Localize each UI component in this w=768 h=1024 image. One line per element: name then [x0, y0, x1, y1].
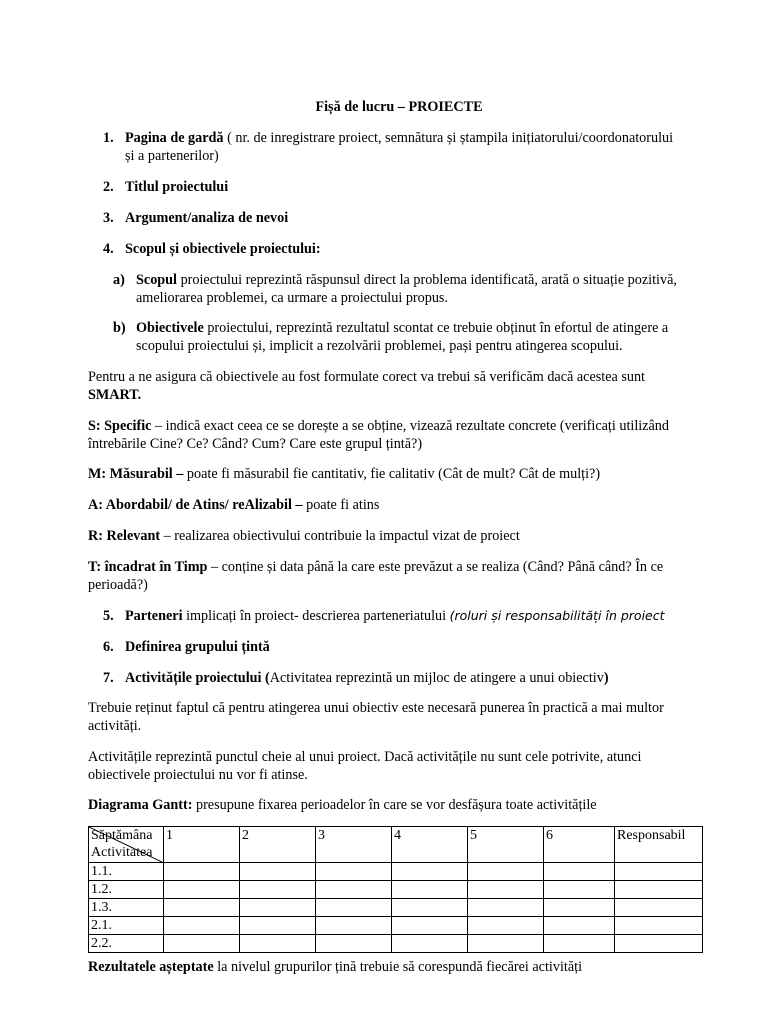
- smart-term: T: încadrat în Timp: [88, 559, 208, 575]
- week-header: 3: [316, 827, 392, 863]
- week-cell: [468, 917, 544, 935]
- week-cell: [164, 899, 240, 917]
- corner-bottom-label: Activitatea: [91, 845, 153, 860]
- week-cell: [468, 935, 544, 953]
- item-number: 6.: [103, 639, 114, 655]
- smart-achievable: [88, 496, 379, 514]
- item-heading: Parteneri: [125, 608, 183, 624]
- table-header-row: [89, 827, 703, 863]
- responsible-cell: [615, 881, 703, 899]
- list-item-5: [125, 607, 665, 625]
- sub-item-a: [136, 271, 677, 289]
- week-cell: [316, 899, 392, 917]
- activity-cell: 1.2.: [89, 881, 164, 899]
- responsible-cell: [615, 863, 703, 881]
- list-item-6: Definirea grupului țintă: [125, 639, 270, 655]
- week-cell: [240, 863, 316, 881]
- week-header: 6: [544, 827, 615, 863]
- table-row: [89, 917, 703, 935]
- list-item-2: Titlul proiectului: [125, 179, 229, 195]
- week-cell: [240, 881, 316, 899]
- activity-cell: 1.3.: [89, 899, 164, 917]
- week-cell: [544, 899, 615, 917]
- sub-item-b-line2: scopului proiectului și, implicit a rezolvării problemei, pași pentru atingerea scopului.: [136, 338, 623, 354]
- paragraph-1: Trebuie reținut faptul că pentru atingerea unui obiectiv este necesară punerea în practică a mai multor: [88, 700, 664, 716]
- smart-description: – indică exact ceea ce se dorește a se obține, vizează rezultate concrete (verificați utilizând: [151, 418, 669, 434]
- gantt-table: [88, 826, 703, 953]
- smart-timebound-line2: perioadă?): [88, 577, 148, 593]
- list-item-1-line2: și a partenerilor): [125, 148, 219, 164]
- smart-intro: Pentru a ne asigura că obiectivele au fost formulate corect va trebui să verificăm dacă acestea sunt: [88, 369, 645, 385]
- week-cell: [544, 935, 615, 953]
- week-cell: [544, 863, 615, 881]
- list-item-1-text: [125, 129, 673, 147]
- week-cell: [240, 917, 316, 935]
- week-cell: [164, 917, 240, 935]
- item-number: 7.: [103, 670, 114, 686]
- corner-top-label: Săptămâna: [91, 828, 153, 843]
- item-number: 2.: [103, 179, 114, 195]
- week-cell: [392, 899, 468, 917]
- item-number: 4.: [103, 241, 114, 257]
- sub-item-text: proiectului reprezintă răspunsul direct la problema identificată, arată o situație pozitivă,: [177, 272, 677, 288]
- paragraph-1-line2: activități.: [88, 718, 142, 734]
- week-header: 4: [392, 827, 468, 863]
- week-cell: [164, 935, 240, 953]
- smart-relevant: [88, 527, 520, 545]
- week-cell: [164, 881, 240, 899]
- week-cell: [316, 935, 392, 953]
- smart-description: poate fi măsurabil fie cantitativ, fie calitativ (Cât de mult? Cât de mulți?): [183, 466, 601, 482]
- smart-timebound: [88, 558, 663, 576]
- week-cell: [544, 881, 615, 899]
- activity-cell: 2.2.: [89, 935, 164, 953]
- week-cell: [544, 917, 615, 935]
- sub-item-heading: Scopul: [136, 272, 178, 288]
- responsible-cell: [615, 899, 703, 917]
- smart-description: – realizarea obiectivului contribuie la impactul vizat de proiect: [160, 528, 520, 544]
- smart-term: R: Relevant: [88, 528, 161, 544]
- table-row: [89, 899, 703, 917]
- smart-label: SMART.: [88, 387, 142, 403]
- smart-description: – conține și data până la care este prevăzut a se realiza (Când? Până când? În ce: [207, 559, 664, 575]
- item-number: 5.: [103, 608, 114, 624]
- week-header: 1: [164, 827, 240, 863]
- table-row: [89, 935, 703, 953]
- activity-cell: 1.1.: [89, 863, 164, 881]
- week-header: 5: [468, 827, 544, 863]
- item-heading: Activitățile proiectului (: [125, 670, 270, 686]
- table-row: [89, 863, 703, 881]
- paragraph-2-line2: obiectivele proiectului nu vor fi atinse.: [88, 767, 308, 783]
- sub-item-text: proiectului, reprezintă rezultatul scontat ce trebuie obținut în efortul de atingere a: [203, 320, 669, 336]
- item-text: Activitatea reprezintă un mijloc de atingere a unui obiectiv: [269, 670, 604, 686]
- item-italic-text: (roluri și responsabilități în proiect: [449, 608, 665, 623]
- table-row: [89, 881, 703, 899]
- results-term: Rezultatele așteptate: [88, 959, 214, 975]
- sub-item-letter: a): [113, 272, 125, 288]
- smart-term: A: Abordabil/ de Atins/ reAlizabil –: [88, 497, 303, 513]
- week-header: 2: [240, 827, 316, 863]
- list-item-4: Scopul și obiectivele proiectului:: [125, 241, 321, 257]
- gantt-description: presupune fixarea perioadelor în care se vor desfășura toate activitățile: [192, 797, 597, 813]
- sub-item-a-line2: ameliorarea problemei, ca urmare a proiectului propus.: [136, 290, 448, 306]
- page-title: Fișă de lucru – PROIECTE: [315, 99, 483, 115]
- smart-specific-line2: întrebările Cine? Ce? Când? Cum? Care este grupul țintă?): [88, 436, 423, 452]
- sub-item-b: [136, 319, 668, 337]
- smart-term: S: Specific: [88, 418, 152, 434]
- item-text: ( nr. de inregistrare proiect, semnătura și ștampila inițiatorului/coordonatorului: [223, 130, 674, 146]
- week-cell: [392, 881, 468, 899]
- smart-description: poate fi atins: [302, 497, 380, 513]
- smart-specific: [88, 417, 669, 435]
- gantt-term: Diagrama Gantt:: [88, 797, 193, 813]
- sub-item-letter: b): [113, 320, 126, 336]
- results-description: la nivelul grupurilor țină trebuie să corespundă fiecărei activități: [213, 959, 583, 975]
- week-cell: [392, 917, 468, 935]
- week-cell: [316, 881, 392, 899]
- sub-item-heading: Obiectivele: [136, 320, 204, 336]
- corner-cell: [89, 827, 164, 863]
- gantt-intro: [88, 796, 597, 814]
- week-cell: [392, 863, 468, 881]
- responsible-cell: [615, 917, 703, 935]
- item-text: implicați în proiect- descrierea parteneriatului: [182, 608, 450, 624]
- responsible-header: Responsabil: [615, 827, 703, 863]
- diagonal-line: [89, 827, 164, 863]
- week-cell: [164, 863, 240, 881]
- list-item-1: [103, 129, 114, 147]
- item-number: 3.: [103, 210, 114, 226]
- week-cell: [240, 899, 316, 917]
- activity-cell: 2.1.: [89, 917, 164, 935]
- week-cell: [316, 863, 392, 881]
- week-cell: [392, 935, 468, 953]
- expected-results: [88, 958, 582, 976]
- item-heading: Pagina de gardă: [125, 130, 224, 146]
- week-cell: [240, 935, 316, 953]
- item-tail: ): [603, 670, 609, 686]
- responsible-cell: [615, 935, 703, 953]
- smart-term: M: Măsurabil –: [88, 466, 184, 482]
- paragraph-2: Activitățile reprezintă punctul cheie al unui proiect. Dacă activitățile nu sunt cele potrivite, atunci: [88, 749, 642, 765]
- week-cell: [468, 863, 544, 881]
- list-item-7: [125, 669, 609, 687]
- item-number: 1.: [103, 130, 114, 146]
- week-cell: [468, 899, 544, 917]
- week-cell: [468, 881, 544, 899]
- week-cell: [316, 917, 392, 935]
- smart-measurable: [88, 465, 600, 483]
- list-item-3: Argument/analiza de nevoi: [125, 210, 289, 226]
